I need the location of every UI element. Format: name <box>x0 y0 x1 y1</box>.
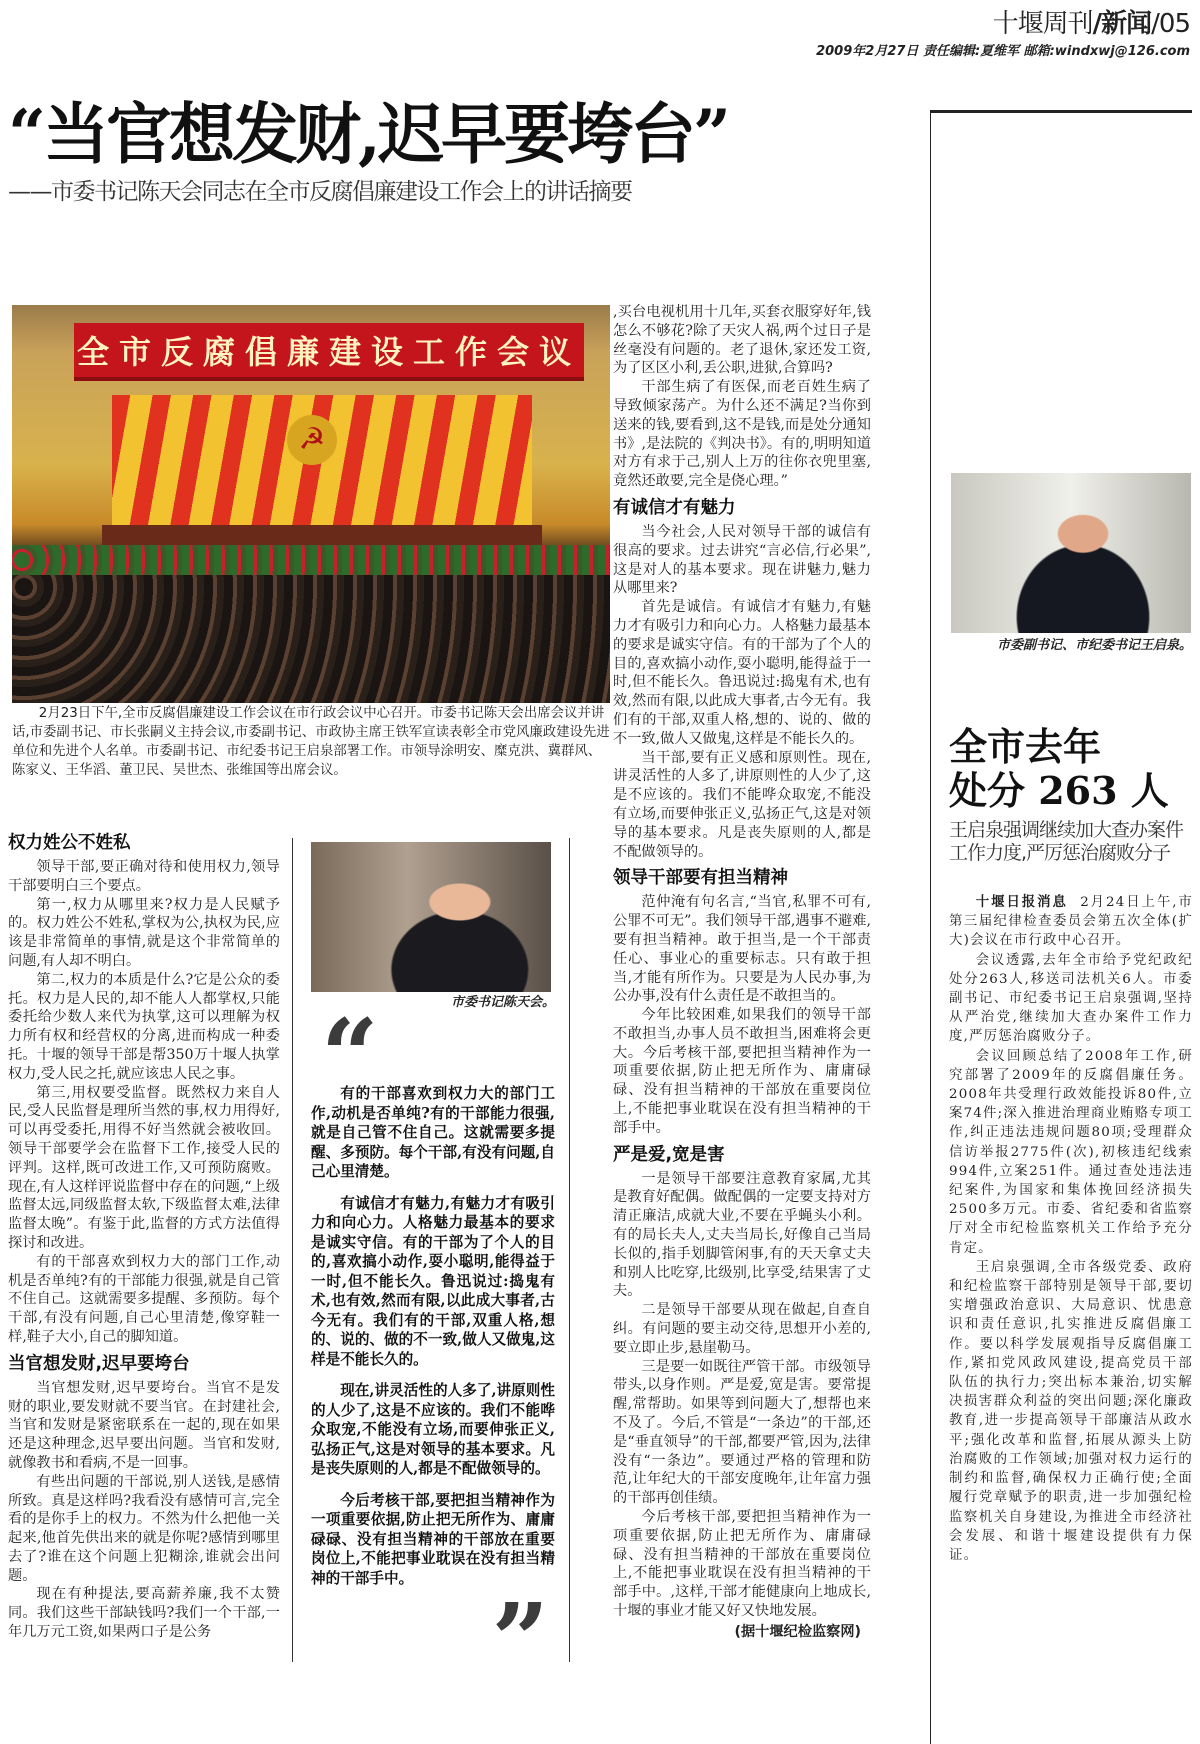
paragraph: 现在有种提法,要高薪养廉,我不太赞同。我们这些干部缺钱吗?我们一个干部,一年几万元工资,如果两口子是公务 <box>8 1586 280 1641</box>
quote-paragraph: 今后考核干部,要把担当精神作为一项重要依据,防止把无所作为、庸庸碌碌、没有担当精神的干部放在重要岗位上,不能把事业耽误在没有担当精神的干部手中。 <box>311 1491 555 1587</box>
quote-paragraph: 有诚信才有魅力,有魅力才有吸引力和向心力。人格魅力最基本的要求是诚实守信。有的干部为了个人的目的,喜欢搞小动作,耍小聪明,能得益于一时,但不能长久。鲁迅说过:捣鬼有术,也有效,然而有限,以此成大事者,古今无有。我们有的干部,双重人格,想的、说的、做的不一致,做人又做鬼,这样是不能长久的。 <box>311 1194 555 1368</box>
paragraph: 第三,用权要受监督。既然权力来自人民,受人民监督是理所当然的事,权力用得好,可以再受委托,用得不好当然就会被收回。领导干部要学会在监督下工作,接受人民的评判。这样,既可改进工作,又可预防腐败。现在,有人这样评说监督中存在的问题,“上级监督太远,同级监督太软,下级监督太难,法律监督太晚”。有鉴于此,监督的方式方法值得探讨和改进。 <box>8 1084 280 1251</box>
separator: / <box>1092 9 1102 39</box>
paragraph: 范仲淹有句名言,“当官,私罪不可有,公罪不可无”。我们领导干部,遇事不避难,要有担当精神。敢于担当,是一个干部责任心、事业心的重要标志。只有敢于担当,才能有所作为。只要是为人民办事,为公办事,没有什么责任是不敢担当的。 <box>613 894 871 1005</box>
dateline: 2009年2月27日 责任编辑:夏维军 邮箱:windxwj@126.com <box>816 44 1190 59</box>
party-emblem-icon: ☭ <box>287 415 337 465</box>
article-source: (据十堰纪检监察网) <box>734 1623 861 1640</box>
section-heading: 有诚信才有魅力 <box>613 497 736 518</box>
paragraph: 当今社会,人民对领导干部的诚信有很高的要求。过去讲究“言必信,行必果”,这是对人的基本要求。现在讲魅力,魅力从哪里来? <box>613 523 871 597</box>
quote-paragraph: 有的干部喜欢到权力大的部门工作,动机是否单纯?有的干部能力很强,就是自己管不住自己。这就需要多提醒、多预防。每个干部,有没有问题,自己心里清楚。 <box>311 1085 555 1180</box>
page-subhead: ——市委书记陈天会同志在全市反腐倡廉建设工作会上的讲话摘要 <box>8 179 632 205</box>
pullquote-box <box>292 838 570 1662</box>
paragraph: 今年比较困难,如果我们的领导干部不敢担当,办事人员不敢担当,困难将会更大。今后考核干部,要把担当精神作为一项重要依据,防止把无所作为、庸庸碌碌、没有担当精神的干部放在重要岗位上,不能把事业耽误在没有担当精神的干部手中。 <box>613 1007 871 1136</box>
pullquote-text <box>311 1084 555 1600</box>
paragraph: 会议回顾总结了2008年工作,研究部署了2009年的反腐倡廉任务。2008年共受理行政效能投诉80件,立案74件;深入推进治理商业贿赂专项工作,纠正违法违规问题80项;受理群众信访举报2775件(次),初核违纪线索994件,立案251件。通过查处违法违纪案件,为国家和集体挽回经济损失2500多万元。市委、省纪委和省监察厅对全市纪检监察机关工作给予充分肯定。 <box>949 1048 1194 1256</box>
sidebar-subhead: 王启泉强调继续加大查办案件工作力度,严厉惩治腐败分子 <box>949 819 1184 864</box>
close-quote-icon: ” <box>491 1600 549 1662</box>
section-heading: 严是爱,宽是害 <box>613 1144 725 1165</box>
page-headline: “当官想发财,迟早要垮台” <box>8 95 728 173</box>
separator: / <box>1151 9 1159 39</box>
paragraph: 有的干部喜欢到权力大的部门工作,动机是否单纯?有的干部能力很强,就是自己管不住自己。这就需要多提醒、多预防。每个干部,有没有问题,自己心里清楚,像穿鞋一样,鞋子大小,自己的脚知道。 <box>8 1253 280 1345</box>
paragraph: 领导干部,要正确对待和使用权力,领导干部要明白三个要点。 <box>8 859 280 894</box>
paragraph: 今后考核干部,要把担当精神作为一项重要依据,防止把无所作为、庸庸碌碌、没有担当精神的干部放在重要岗位上,不能把事业耽误在没有担当精神的干部手中。,这样,干部才能健康向上地成长,十堰的事业才能又好又快地发展。 <box>613 1509 871 1619</box>
page-number: 05 <box>1158 9 1190 39</box>
paragraph: ,买台电视机用十几年,买套衣服穿好年,钱怎么不够花?除了天灾人祸,两个过日子是丝毫没有问题的。老了退休,家还发工资,为了区区小利,丢公职,进狱,合算吗? <box>613 304 871 377</box>
conference-photo <box>12 305 610 703</box>
photo-caption: 市委书记陈天会。 <box>450 995 555 1010</box>
photo-caption: 市委副书记、市纪委书记王启泉。 <box>996 638 1192 653</box>
section-heading: 领导干部要有担当精神 <box>613 868 788 889</box>
paragraph: 第一,权力从哪里来?权力是人民赋予的。权力姓公不姓私,掌权为公,执权为民,应该是非常简单的事情,就是这个非常简单的问题,有人却不明白。 <box>8 896 280 969</box>
sidebar-body <box>949 893 1193 1565</box>
paragraph: 第二,权力的本质是什么?它是公众的委托。权力是人民的,却不能人人都掌权,只能委托给少数人来代为执掌,这可以理解为权力所有权和经营权的分离,进而构成一种委托。十堰的领导干部是帮350万十堰人执掌权力,受人民之托,就应该忠人民之事。 <box>8 971 280 1082</box>
article-column-right <box>613 303 871 1642</box>
paragraph: 2月24日上午,市第三届纪律检查委员会第五次全体(扩大)会议在市行政中心召开。 <box>949 895 1193 949</box>
paragraph: 二是领导干部要从现在做起,自查自纠。有问题的要主动交待,思想开小差的,要立即止步,悬崖勒马。 <box>613 1302 871 1356</box>
photo-caption: 2月23日下午,全市反腐倡廉建设工作会议在市行政会议中心召开。市委书记陈天会出席会议并讲话,市委副书记、市长张嗣义主持会议,市委副书记、市政协主席王铁军宣读表彰全市党风廉政建设先进单位和先进个人名单。市委副书记、市纪委书记王启泉部署工作。市领导涂明安、糜克洪、冀群风、陈家义、王华滔、董卫民、吴世杰、张维国等出席会议。 <box>12 706 610 778</box>
audience <box>12 575 610 703</box>
paragraph: 有些出问题的干部说,别人送钱,是感情所致。真是这样吗?我看没有感情可言,完全看的是你手上的权力。不然为什么把他一关起来,他首先供出来的就是你呢?感情到哪里去了?谁在这个问题上犯糊涂,谁就会出问题。 <box>8 1473 280 1584</box>
paragraph: 三是要一如既往严管干部。市级领导带头,以身作则。严是爱,宽是害。要常提醒,常帮助。如果等到问题大了,想帮也来不及了。今后,不管是“一条边”的干部,还是“垂直领导”的干部,都要严管,因为,法律没有“一条边”。要通过严格的管理和防范,让年纪大的干部安度晚年,让年富力强的干部再创佳绩。 <box>613 1358 871 1507</box>
speaker-photo <box>311 842 551 992</box>
section-heading: 当官想发财,迟早要垮台 <box>8 1353 190 1374</box>
paragraph: 干部生病了有医保,而老百姓生病了导致倾家荡产。为什么还不满足?当你到送来的钱,要看到,这不是钱,而是处分通知书》,是法院的《判决书》。有的,明明知道对方有求于己,别人上万的往你衣兜里塞,竟然还敢要,完全是侥心理。” <box>613 379 871 490</box>
headline-line: 处分 263 人 <box>949 768 1169 813</box>
paragraph: 一是领导干部要注意教育家属,尤其是教育好配偶。做配偶的一定要支持对方清正廉洁,成就大业,不要在乎蝇头小利。有的局长夫人,丈夫当局长,好像自己当局长似的,指手划脚管闲事,有的天天拿丈夫和别人比吃穿,比级别,比享受,结果害了丈夫。 <box>613 1170 871 1300</box>
open-quote-icon: “ <box>321 1016 379 1078</box>
news-dateline: 十堰日报消息 <box>975 895 1068 910</box>
stage <box>102 525 542 547</box>
sidebar-story <box>930 110 1192 1744</box>
quote-paragraph: 现在,讲灵活性的人多了,讲原则性的人少了,这是不应该的。我们不能哗众取宠,不能没有立场,而要伸张正义,弘扬正气,这是对领导的基本要求。凡是丧失原则的人,都是不配做领导的。 <box>311 1382 555 1477</box>
paragraph: 会议透露,去年全市给予党纪政纪处分263人,移送司法机关6人。市委副书记、市纪委书记王启泉强调,坚持从严治党,继续加大查办案件工作力度,严厉惩治腐败分子。 <box>949 952 1193 1045</box>
headline-line: 全市去年 <box>949 724 1102 769</box>
official-photo <box>951 473 1191 633</box>
paragraph: 首先是诚信。有诚信才有魅力,有魅力才有吸引力和向心力。人格魅力最基本的要求是诚实守信。有的干部为了个人的目的,喜欢搞小动作,耍小聪明,能得益于一时,但不能长久。鲁迅说过:捣鬼有术,也有效,然而有限,以此成大事者,古今无有。我们有的干部,双重人格,想的、说的、做的不一致,做人又做鬼,这样是不能长久的。 <box>613 599 871 747</box>
section-name: 新闻 <box>1101 9 1152 39</box>
section-heading: 权力姓公不姓私 <box>8 833 131 853</box>
photo-banner: 全市反腐倡廉建设工作会议 <box>74 323 584 381</box>
paragraph: 当干部,要有正义感和原则性。现在,讲灵活性的人多了,讲原则性的人少了,这是不应该的。我们不能哗众取宠,不能没有立场,而要伸张正义,弘扬正气,这是对领导的基本要求。凡是丧失原则的人,都是不配做领导的。 <box>613 749 871 860</box>
article-column-left <box>8 826 280 1642</box>
masthead <box>993 8 1190 40</box>
sidebar-headline <box>949 725 1169 813</box>
flowers <box>12 545 610 575</box>
paragraph: 当官想发财,迟早要垮台。当官不是发财的职业,要发财就不要当官。在封建社会,当官和发财是紧密联系在一起的,现在如果还是这种理念,迟早要出问题。当官和发财,就像教书和看病,不是一回事。 <box>8 1379 280 1471</box>
paper-name: 十堰周刊 <box>992 9 1093 39</box>
paragraph: 王启泉强调,全市各级党委、政府和纪检监察干部特别是领导干部,要切实增强政治意识、大局意识、忧患意识和责任意识,扎实推进反腐倡廉工作。要以科学发展观指导反腐倡廉工作,紧扣党风政风建设,提高党员干部队伍的执行力;突出标本兼治,切实解决损害群众利益的突出问题;深化廉政教育,进一步提高领导干部廉洁从政水平;强化改革和监督,拓展从源头上防治腐败的工作领域;加强对权力运行的制约和监督,确保权力正确行使;全面履行党章赋予的职责,进一步加强纪检监察机关自身建设,为推进全市经济社会发展、和谐十堰建设提供有力保证。 <box>949 1259 1193 1563</box>
